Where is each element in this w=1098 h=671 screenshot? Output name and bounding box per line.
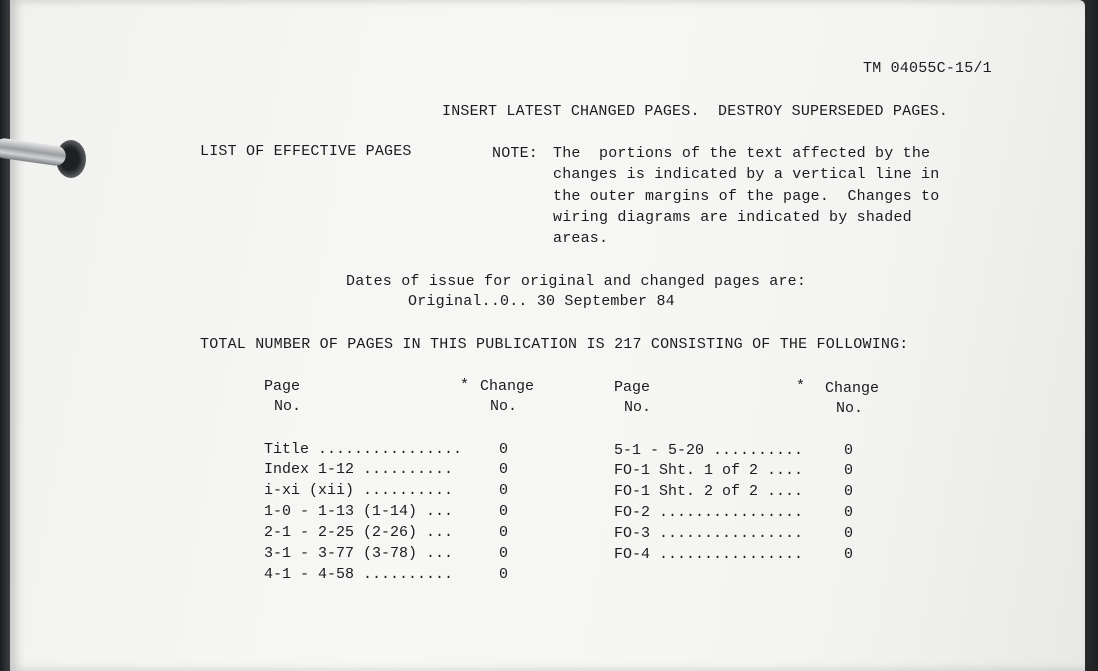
list-item-change: 0 (499, 545, 509, 562)
header-change: Change (480, 378, 535, 395)
list-item-change: 0 (844, 546, 854, 563)
list-item-change: 0 (499, 524, 509, 541)
list-item-page: Index 1-12 .......... (264, 461, 454, 478)
list-item-change: 0 (499, 503, 509, 520)
list-item-change: 0 (844, 525, 854, 542)
note-line: The portions of the text affected by the (553, 145, 931, 162)
header-page-no: No. (274, 398, 302, 415)
header-change: Change (825, 380, 880, 397)
list-item-page: 2-1 - 2-25 (2-26) ... (264, 524, 454, 541)
note-line: wiring diagrams are indicated by shaded (553, 209, 912, 226)
list-item-change: 0 (499, 566, 509, 583)
header-change-no: No. (490, 398, 518, 415)
list-item-change: 0 (499, 441, 509, 458)
list-item-page: FO-4 ................ (614, 546, 804, 563)
note-line: the outer margins of the page. Changes to (553, 188, 940, 205)
list-item-change: 0 (499, 461, 509, 478)
list-item-page: 1-0 - 1-13 (1-14) ... (264, 503, 454, 520)
note-line: areas. (553, 230, 609, 247)
header-star: * (460, 377, 470, 394)
list-item-page: FO-1 Sht. 1 of 2 .... (614, 462, 804, 479)
list-item-change: 0 (844, 504, 854, 521)
instruction-line: INSERT LATEST CHANGED PAGES. DESTROY SUPERSEDED PAGES. (442, 103, 949, 120)
document-id: TM 04055C-15/1 (863, 60, 992, 77)
note-label: NOTE: (492, 145, 539, 162)
list-item-page: i-xi (xii) .......... (264, 482, 454, 499)
list-item-change: 0 (844, 442, 854, 459)
list-item-change: 0 (844, 483, 854, 500)
list-item-change: 0 (844, 462, 854, 479)
note-line: changes is indicated by a vertical line in (553, 166, 940, 183)
list-item-page: 3-1 - 3-77 (3-78) ... (264, 545, 454, 562)
list-item-page: FO-3 ................ (614, 525, 804, 542)
header-star: * (796, 378, 806, 395)
list-title: LIST OF EFFECTIVE PAGES (200, 143, 412, 160)
list-item-change: 0 (499, 482, 509, 499)
list-item-page: 5-1 - 5-20 .......... (614, 442, 804, 459)
total-pages-statement: TOTAL NUMBER OF PAGES IN THIS PUBLICATION IS 217 CONSISTING OF THE FOLLOWING: (200, 336, 909, 353)
header-page: Page (264, 378, 301, 395)
dates-original: Original..0.. 30 September 84 (408, 293, 675, 310)
list-item-page: Title ................ (264, 441, 463, 458)
list-item-page: 4-1 - 4-58 .......... (264, 566, 454, 583)
header-page-no: No. (624, 399, 652, 416)
header-page: Page (614, 379, 651, 396)
list-item-page: FO-1 Sht. 2 of 2 .... (614, 483, 804, 500)
list-item-page: FO-2 ................ (614, 504, 804, 521)
dates-intro: Dates of issue for original and changed pages are: (346, 273, 807, 290)
document-page (10, 0, 1085, 671)
header-change-no: No. (836, 400, 864, 417)
